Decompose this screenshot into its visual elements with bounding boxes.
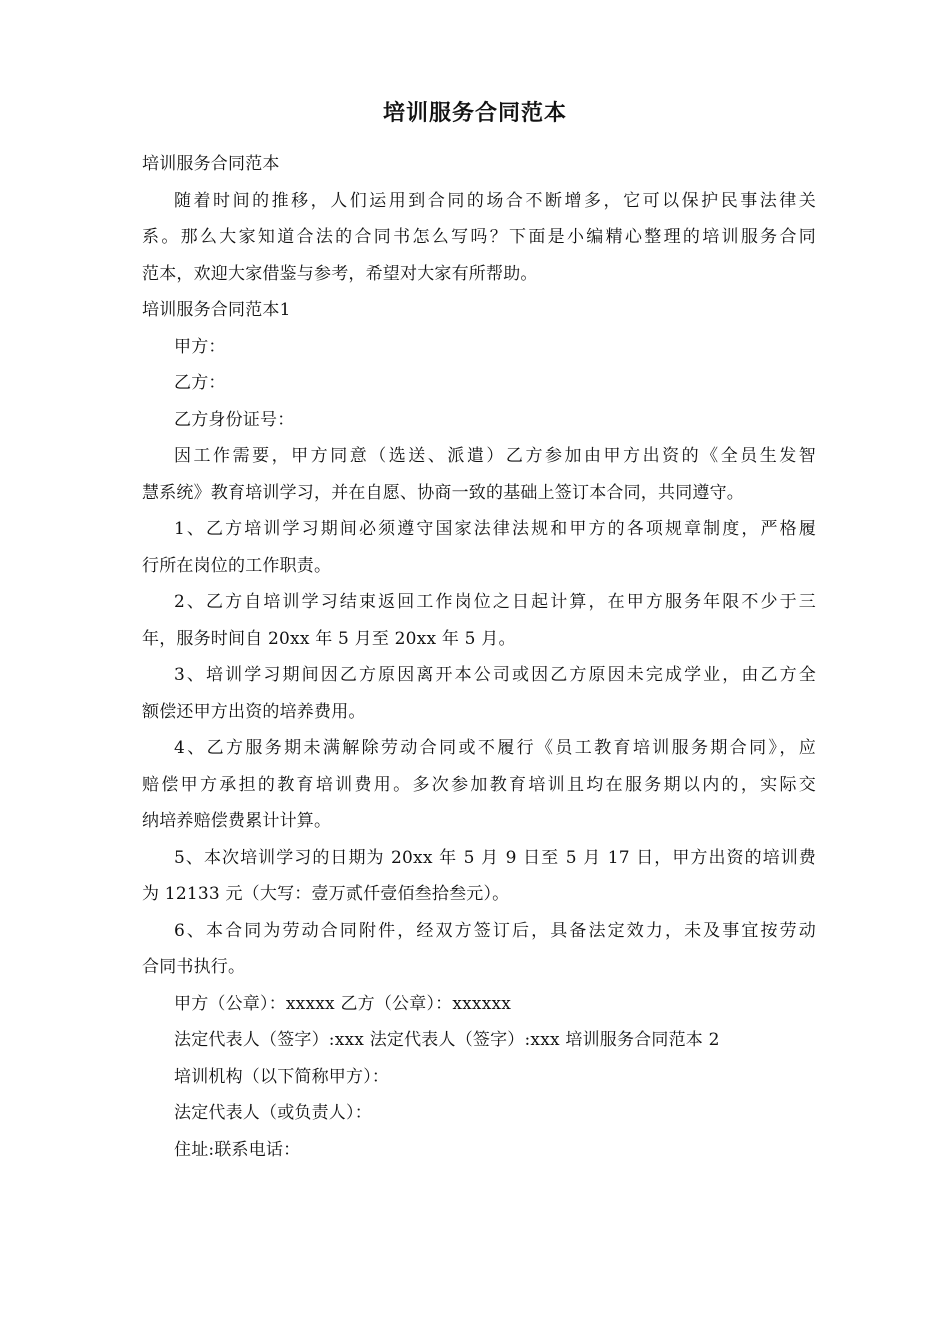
text-line: 5、本次培训学习的日期为 20xx 年 5 月 9 日至 5 月 17 日，甲方出资的培训费 <box>174 847 816 868</box>
text-line: 法定代表人（或负责人）： <box>174 1103 372 1123</box>
text-line: 培训服务合同范本1 <box>142 300 291 320</box>
text-line: 系。那么大家知道合法的合同书怎么写吗？下面是小编精心整理的培训服务合同 <box>142 227 816 247</box>
text-line: 培训服务合同范本 <box>142 154 280 174</box>
text-line: 慧系统》教育培训学习，并在自愿、协商一致的基础上签订本合同，共同遵守。 <box>142 482 744 503</box>
text-line: 赔偿甲方承担的教育培训费用。多次参加教育培训且均在服务期以内的，实际交 <box>142 774 816 795</box>
text-line: 乙方身份证号： <box>174 409 295 430</box>
text-line: 3、培训学习期间因乙方原因离开本公司或因乙方原因未完成学业，由乙方全 <box>174 665 816 685</box>
text-line: 2、乙方自培训学习结束返回工作岗位之日起计算，在甲方服务年限不少于三 <box>174 592 816 612</box>
text-line: 随着时间的推移，人们运用到合同的场合不断增多，它可以保护民事法律关 <box>174 190 816 211</box>
text-line: 乙方： <box>174 373 226 393</box>
text-line: 法定代表人（签字）:xxx 法定代表人（签字）:xxx 培训服务合同范本 2 <box>174 1030 720 1050</box>
text-line: 行所在岗位的工作职责。 <box>142 555 332 576</box>
text-line: 纳培养赔偿费累计计算。 <box>142 811 332 831</box>
text-line: 甲方（公章）：xxxxx 乙方（公章）：xxxxxx <box>174 993 512 1014</box>
text-line: 额偿还甲方出资的培养费用。 <box>142 701 366 722</box>
text-line: 因工作需要，甲方同意（选送、派遣）乙方参加由甲方出资的《全员生发智 <box>174 446 816 466</box>
text-line: 甲方： <box>174 336 226 357</box>
text-line: 培训机构（以下简称甲方）： <box>174 1066 390 1087</box>
text-line: 1、乙方培训学习期间必须遵守国家法律法规和甲方的各项规章制度，严格履 <box>174 519 816 539</box>
text-line: 合同书执行。 <box>142 957 246 977</box>
text-line: 住址:联系电话： <box>174 1139 301 1160</box>
text-line: 6、本合同为劳动合同附件，经双方签订后，具备法定效力，未及事宜按劳动 <box>174 920 816 941</box>
text-line: 年，服务时间自 20xx 年 5 月至 20xx 年 5 月。 <box>142 628 516 649</box>
text-line: 为 12133 元（大写：壹万贰仟壹佰叁拾叁元）。 <box>142 884 510 904</box>
text-line: 范本，欢迎大家借鉴与参考，希望对大家有所帮助。 <box>142 263 538 284</box>
text-line: 4、乙方服务期未满解除劳动合同或不履行《员工教育培训服务期合同》，应 <box>174 738 816 758</box>
document-title: 培训服务合同范本 <box>382 100 567 126</box>
document-body <box>142 146 816 1168</box>
